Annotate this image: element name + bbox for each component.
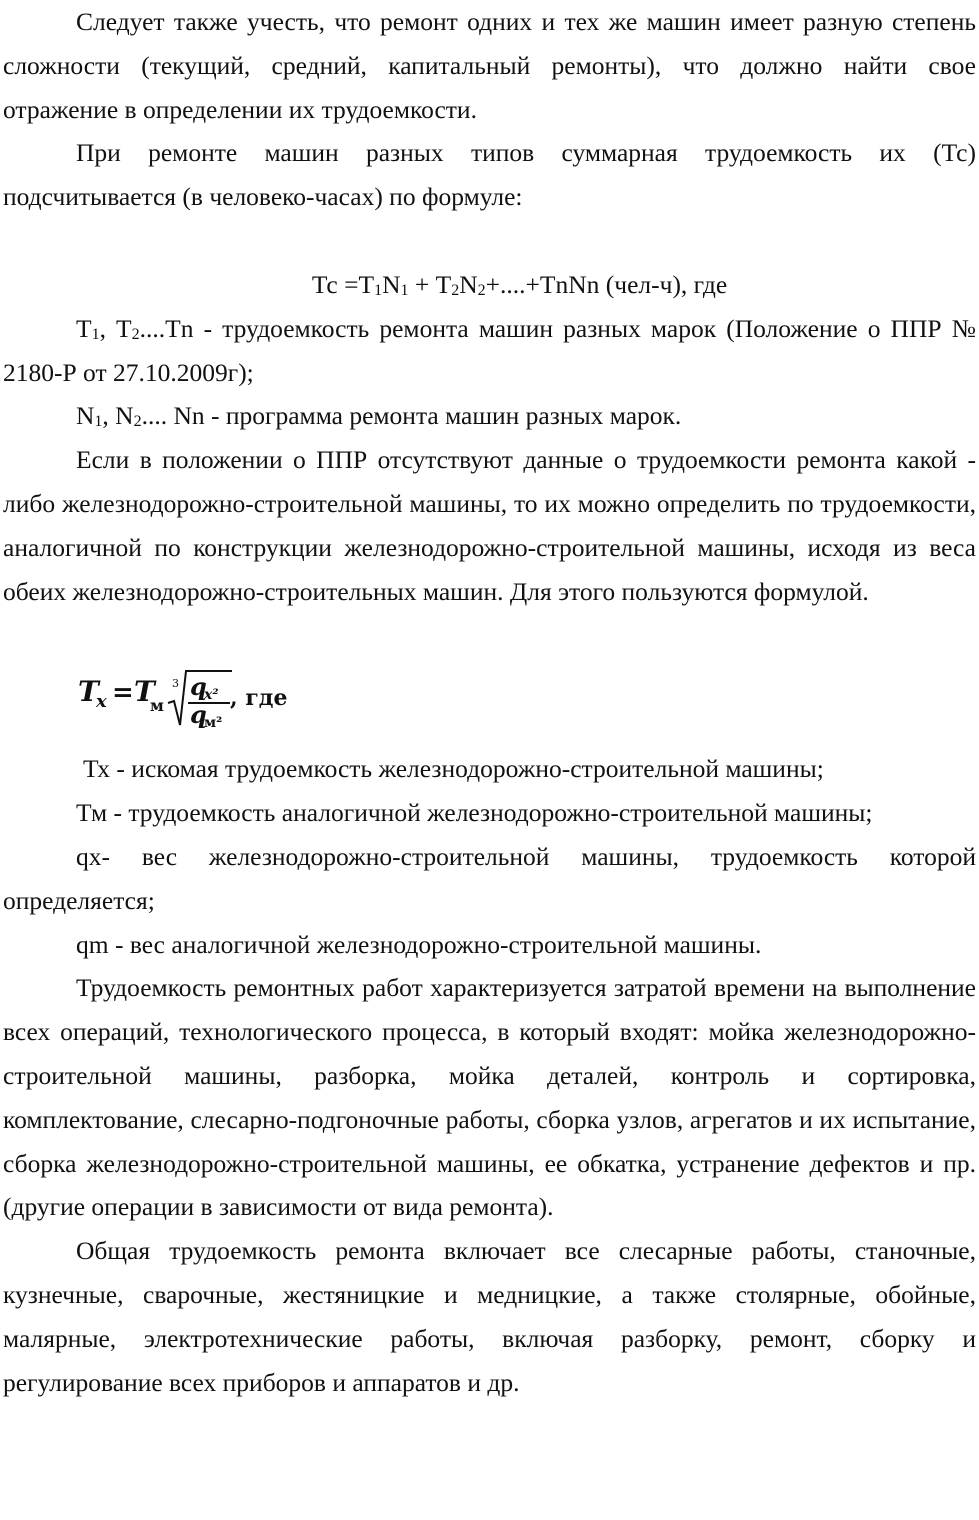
svg-text:q: q [190,672,207,702]
paragraph-labor-operations: Трудоемкость ремонтных работ характеризуется затратой времени на выполнение всех операций, технологического процесса, в который входят: мойка железнодорожно-строительной машины, разборка, мойка деталей, контроль и сортировка, комплектование, слесарно-подгоночные работы, сборка узлов, агрегатов и их испытание, сборка железнодорожно-строительной машины, ее обкатка, устранение дефектов и пр. (другие операции в зависимости от вида ремонта). [3,973,976,1222]
document-page [3,0,976,1404]
paragraph-qm-definition: qm - вес аналогичной железнодорожно-строительной машины. [76,929,762,959]
formula-total-labor: Тс $=Т_1N_1$ + $Т_2N_2+....+ТnNn$ (чел-ч), где [311,269,728,299]
svg-text:м²: м² [204,715,223,732]
formula-analog-labor-graphic [76,661,316,741]
paragraph-program-definition: $N_1$, $N_2$.... Nn - программа ремонта машин разных марок. [76,401,682,431]
svg-text:м: м [150,696,164,716]
paragraph-tm-definition: Тм - трудоемкость аналогичной железнодорожно-строительной машины; [76,798,873,828]
paragraph-labor-definition: $Т_1$, $Т_2....Тn$ - трудоемкость ремонта машин разных марок (Положение о ППР № 2180-Р от 27.10.2009г); [3,313,977,387]
paragraph-total-labor-intro: При ремонте машин разных типов суммарная трудоемкость их (Тс) подсчитывается (в человеко-часах) по формуле: [3,138,976,212]
paragraph-qx-definition: qx- вес железнодорожно-строительной машины, трудоемкость которой определяется; [3,841,976,915]
paragraph-repair-complexity: Следует также учесть, что ремонт одних и тех же машин имеет разную степень сложности (текущий, средний, капитальный ремонты), что должно найти свое отражение в определении их трудоемкости. [3,7,976,124]
paragraph-total-labor-scope: Общая трудоемкость ремонта включает все слесарные работы, станочные, кузнечные, сварочные, жестяницкие и медницкие, а также столярные, обойные, малярные, электротехнические работы, включая разборку, ремонт, сборку и регулирование всех приборов и аппаратов и др. [3,1236,976,1397]
svg-text:x: x [96,691,107,713]
paragraph-analog-method: Если в положении о ППР отсутствуют данные о трудоемкости ремонта какой - либо железнодорожно-строительной машины, то их можно определить по трудоемкости, аналогичной по конструкции железнодорожно-строительной машины, исходя из веса обеих железнодорожно-строительных машин. Для этого пользуются формулой. [3,445,976,606]
formula-analog-labor [76,657,976,747]
paragraph-tx-definition: Тх - искомая трудоемкость железнодорожно-строительной машины; [83,754,824,784]
svg-text:, где: , где [230,685,288,712]
svg-text:T: T [134,675,155,709]
svg-text:3: 3 [172,677,179,691]
svg-text:=: = [112,678,134,709]
svg-text:q: q [190,700,207,730]
svg-text:T: T [78,675,99,709]
svg-text:x²: x² [204,687,219,704]
